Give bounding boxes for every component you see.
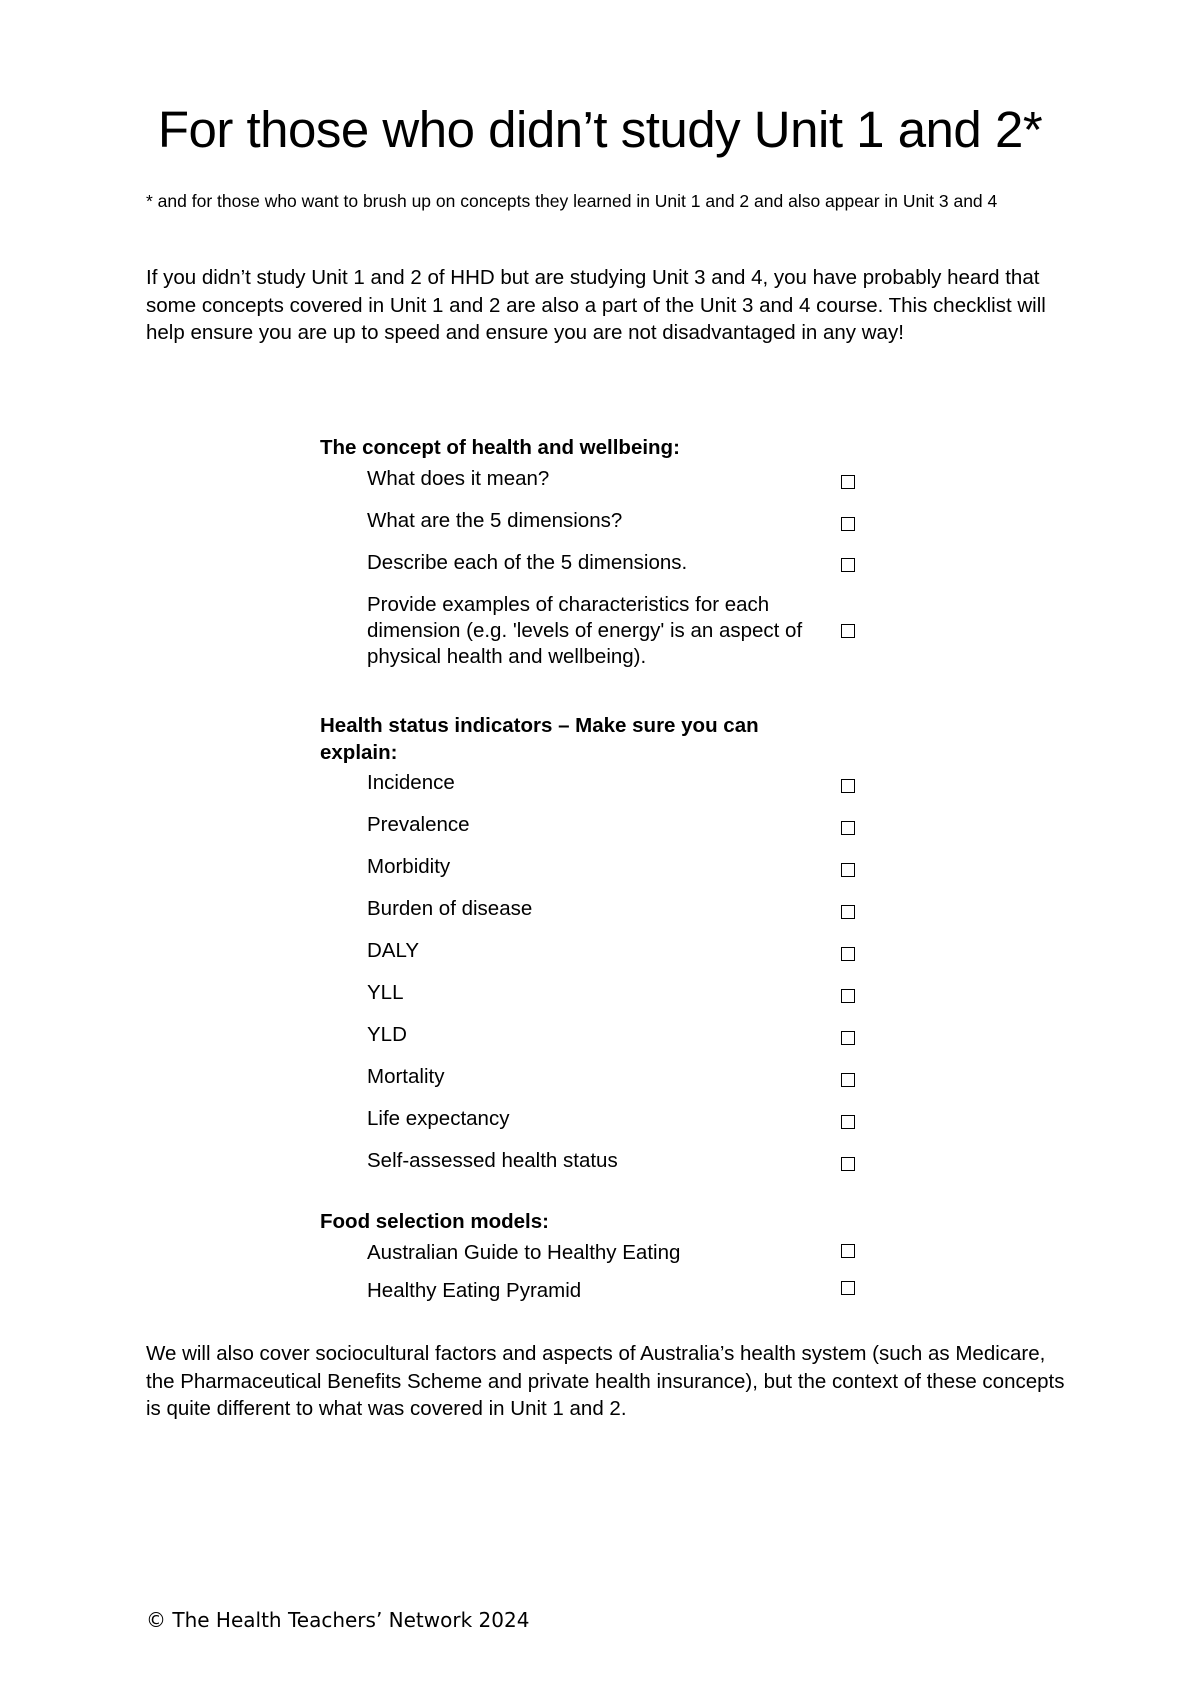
checkbox[interactable] [841, 863, 855, 877]
checkbox[interactable] [841, 1157, 855, 1171]
checkbox[interactable] [841, 779, 855, 793]
checkbox[interactable] [841, 517, 855, 531]
checklist-item-label: Mortality [367, 1065, 445, 1088]
checklist-item-label: Incidence [367, 771, 455, 794]
section-heading-food-selection-models: Food selection models: [320, 1210, 549, 1233]
checkbox[interactable] [841, 1031, 855, 1045]
checklist-item-label: Healthy Eating Pyramid [367, 1279, 582, 1302]
checklist-item-label: Australian Guide to Healthy Eating [367, 1241, 681, 1264]
footnote-text: * and for those who want to brush up on concepts they learned in Unit 1 and 2 and also appear in Unit 3 and 4 [146, 191, 998, 211]
checkbox[interactable] [841, 1073, 855, 1087]
checklist-item-label: Self-assessed health status [367, 1149, 618, 1172]
checklist-item-label: Morbidity [367, 855, 451, 878]
closing-paragraph: We will also cover sociocultural factors and aspects of Australia’s health system (such as Medicare, the Pharmaceutical Benefits Scheme and private health insurance), but the context of these concepts is quite different to what was covered in Unit 1 and 2. [146, 1342, 1065, 1420]
copyright-footer: © The Health Teachers’ Network 2024 [146, 1608, 530, 1632]
checklist-item-label: Burden of disease [367, 897, 533, 920]
checklist-item-label: Prevalence [367, 813, 470, 836]
checkbox[interactable] [841, 947, 855, 961]
checkbox[interactable] [841, 1244, 855, 1258]
page-title: For those who didn’t study Unit 1 and 2* [157, 101, 1043, 158]
section-heading-health-wellbeing: The concept of health and wellbeing: [320, 436, 680, 459]
checklist-item-label: DALY [367, 939, 420, 962]
checklist-item-label: What are the 5 dimensions? [367, 509, 623, 532]
checkbox[interactable] [841, 989, 855, 1003]
checkbox[interactable] [841, 558, 855, 572]
checklist-item-label: Life expectancy [367, 1107, 510, 1130]
checklist-item-label: Provide examples of characteristics for each dimension (e.g. 'levels of energy' is an aspect of physical health and wellbeing). [367, 593, 803, 668]
checklist-item-label: YLL [367, 981, 404, 1004]
section-heading-health-status-indicators: Health status indicators – Make sure you can explain: [320, 714, 759, 764]
checkbox[interactable] [841, 905, 855, 919]
checklist-item-label: What does it mean? [367, 467, 550, 490]
checkbox[interactable] [841, 475, 855, 489]
checklist-item-label: YLD [367, 1023, 407, 1046]
intro-paragraph: If you didn’t study Unit 1 and 2 of HHD but are studying Unit 3 and 4, you have probably heard that some concepts covered in Unit 1 and 2 are also a part of the Unit 3 and 4 course. This checklist will help ensure you are up to speed and ensure you are not disadvantaged in any way! [146, 266, 1046, 344]
checkbox[interactable] [841, 821, 855, 835]
checklist-item-label: Describe each of the 5 dimensions. [367, 551, 688, 574]
checkbox[interactable] [841, 1115, 855, 1129]
checkbox[interactable] [841, 1281, 855, 1295]
checkbox[interactable] [841, 624, 855, 638]
